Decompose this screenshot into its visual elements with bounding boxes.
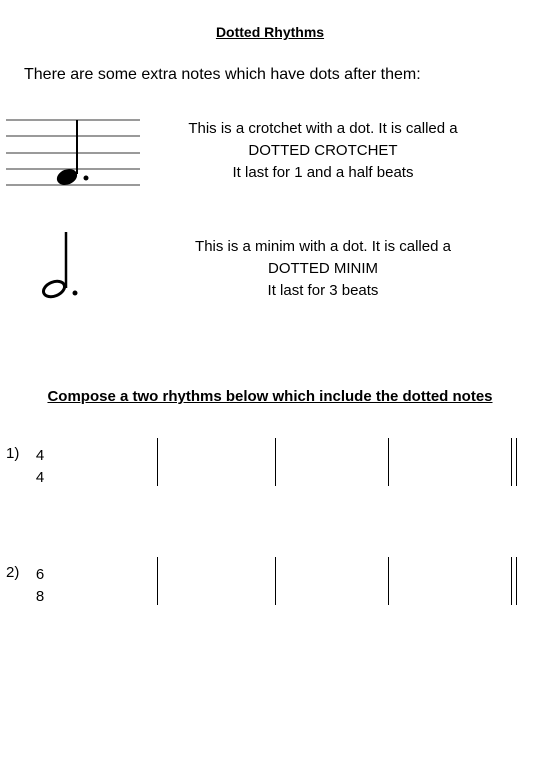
barline [275,438,276,486]
barline [157,557,158,605]
dotted-crotchet-staff-icon [0,108,145,190]
page-title: Dotted Rhythms [215,24,325,40]
time-signature-bottom: 4 [35,469,45,486]
barline [157,438,158,486]
time-signature [33,445,47,489]
final-barline [511,557,512,605]
dotted-minim-icon [30,226,90,306]
dotted-minim-name: DOTTED MINIM [268,260,378,277]
dotted-crotchet-name: DOTTED CROTCHET [248,142,398,159]
final-barline [516,557,517,605]
barline [388,438,389,486]
dotted-crotchet-description [165,118,481,184]
time-signature-top: 4 [35,447,45,464]
dotted-minim-line-1: This is a minim with a dot. It is called a [195,238,451,255]
time-signature-bottom: 8 [35,588,45,605]
dotted-crotchet-line-1: This is a crotchet with a dot. It is called a [188,120,458,137]
rhythm-row-2[interactable] [0,557,540,607]
dotted-minim-description [165,236,481,302]
final-barline [516,438,517,486]
final-barline [511,438,512,486]
barline [388,557,389,605]
intro-text: There are some extra notes which have dots after them: [24,66,421,83]
barline [275,557,276,605]
rhythm-number: 1) [6,445,20,462]
rhythm-row-1[interactable] [0,438,540,488]
time-signature-top: 6 [35,566,45,583]
rhythm-number: 2) [6,564,20,581]
compose-instruction: Compose a two rhythms below which include the dotted notes [47,388,493,405]
dotted-crotchet-beats: It last for 1 and a half beats [232,164,414,181]
time-signature [33,564,47,608]
dotted-minim-beats: It last for 3 beats [267,282,379,299]
